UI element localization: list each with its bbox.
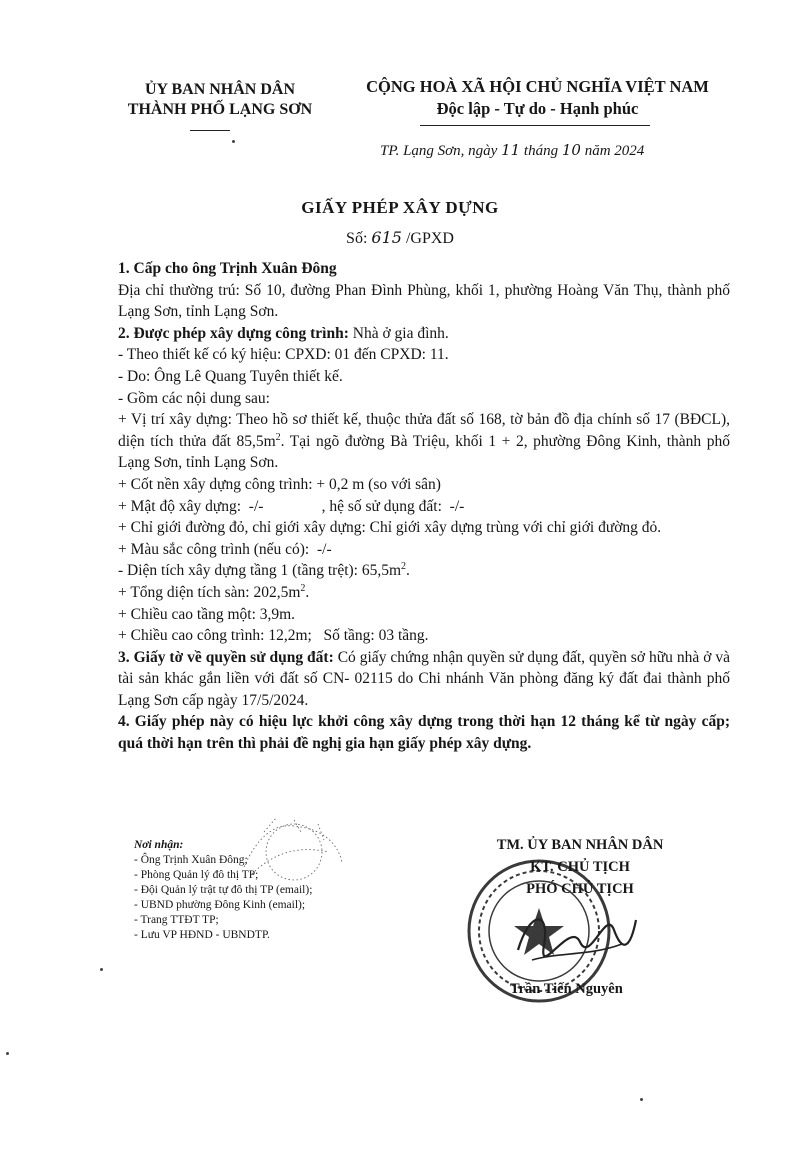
date-year: năm 2024 bbox=[584, 143, 645, 159]
location-text: + Vị trí xây dựng: Theo hồ sơ thiết kế, thuộc thửa đất số 168, tờ bản đồ địa chính số 17 (BĐCL), diện tích thửa đất 85,5m bbox=[118, 411, 730, 450]
design-code: - Theo thiết kế có ký hiệu: CPXD: 01 đến CPXD: 11. bbox=[118, 346, 449, 364]
authority-line-2: THÀNH PHỐ LẠNG SƠN bbox=[127, 101, 313, 118]
section-1-heading: 1. Cấp cho ông Trịnh Xuân Đông bbox=[118, 260, 337, 277]
section-2-heading: 2. Được phép xây dựng công trình: bbox=[118, 324, 349, 342]
recipient-item: - Lưu VP HĐND - UBNDTP. bbox=[134, 929, 270, 941]
designer: - Do: Ông Lê Quang Tuyên thiết kế. bbox=[118, 367, 343, 385]
permit-number bbox=[0, 228, 800, 248]
density-value: -/- bbox=[248, 497, 264, 515]
section-3-value: Có giấy chứng nhận quyền sử dụng đất, quyền sở hữu nhà ở và tài sản khác gắn liền với đất số CN- 02115 do Chi nhánh Văn phòng đăng ký đất đai thành phố Lạng Sơn cấp ngày 17/5/2024. bbox=[118, 648, 730, 709]
foundation-level: + Cốt nền xây dựng công trình: + 0,2 m (so với sân) bbox=[118, 475, 441, 493]
issuing-authority bbox=[115, 80, 325, 120]
floor-count: Số tầng: 03 tầng. bbox=[323, 627, 429, 645]
includes-label: - Gồm các nội dung sau: bbox=[118, 389, 270, 407]
recipient-item: - Trang TTĐT TP; bbox=[134, 914, 219, 926]
document-title: GIẤY PHÉP XÂY DỰNG bbox=[301, 198, 499, 217]
color-label: + Màu sắc công trình (nếu có): bbox=[118, 540, 310, 558]
section-3-heading: 3. Giấy tờ về quyền sử dụng đất: bbox=[118, 648, 334, 666]
issue-date bbox=[380, 141, 644, 160]
location-tail: . Tại ngõ đường Bà Triệu, khối 1 + 2, phường Đông Kinh, thành phố Lạng Sơn, tỉnh Lạng Sơn. bbox=[118, 432, 730, 472]
density-label: + Mật độ xây dựng: bbox=[118, 497, 242, 515]
motto: Độc lập - Tự do - Hạnh phúc bbox=[436, 99, 639, 118]
owner-address: Địa chỉ thường trú: Số 10, đường Phan Đình Phùng, khối 1, phường Hoàng Văn Thụ, thành phố Lạng Sơn, tỉnh Lạng Sơn. bbox=[118, 281, 730, 321]
recipient-item: - UBND phường Đông Kinh (email); bbox=[134, 899, 306, 911]
permit-body bbox=[118, 258, 730, 755]
scan-speck bbox=[232, 140, 235, 143]
country-name: CỘNG HOÀ XÃ HỘI CHỦ NGHĨA VIỆT NAM bbox=[366, 77, 709, 96]
date-month-label: tháng bbox=[523, 143, 559, 159]
floor1-area: - Diện tích xây dựng tầng 1 (tầng trệt): $65,5m^2$. bbox=[118, 561, 410, 580]
total-floor-area: + Tổng diện tích sàn: $202,5m^2$. bbox=[118, 582, 310, 601]
authority-line-1: ỦY BAN NHÂN DÂN bbox=[144, 81, 296, 98]
recipients-block bbox=[134, 838, 384, 943]
building-height: + Chiều cao công trình: 12,2m; bbox=[118, 627, 312, 645]
location: + Vị trí xây dựng: Theo hồ sơ thiết kế, thuộc thửa đất số 168, tờ bản đồ địa chính số 17 (BĐCL), diện tích thửa đất $85,5m^2$. Tại ngõ đường Bà Triệu, khối 1 + 2, phường Đông Kinh, thành phố Lạng Sơn, tỉnh Lạng Sơn. bbox=[118, 411, 730, 472]
density-line bbox=[118, 496, 730, 518]
floor1-area-text: - Diện tích xây dựng tầng 1 (tầng trệt): 65,5m bbox=[118, 562, 402, 580]
number-value: 615 bbox=[371, 228, 402, 247]
signer-name: Trần Tiến Nguyên bbox=[510, 981, 623, 997]
date-prefix: TP. Lạng Sơn, ngày bbox=[380, 143, 498, 159]
land-use-label: , hệ số sử dụng đất: bbox=[321, 497, 442, 515]
handwritten-signature bbox=[510, 890, 640, 980]
total-area-text: + Tổng diện tích sàn: 202,5m bbox=[118, 583, 301, 601]
color-value: -/- bbox=[317, 540, 332, 558]
scan-speck bbox=[640, 1098, 643, 1101]
section-2-value: Nhà ở gia đình. bbox=[352, 324, 449, 342]
boundary-line: + Chỉ giới đường đỏ, chỉ giới xây dựng: Chỉ giới xây dựng trùng với chỉ giới đường đỏ. bbox=[118, 519, 662, 537]
color-line bbox=[118, 539, 730, 561]
scan-speck bbox=[100, 968, 103, 971]
scan-speck bbox=[6, 1052, 9, 1055]
section-2 bbox=[118, 323, 730, 345]
recipient-item: - Đội Quản lý trật tự đô thị TP (email); bbox=[134, 884, 313, 896]
date-day: 11 bbox=[501, 141, 521, 159]
recipient-item: - Ông Trịnh Xuân Đông; bbox=[134, 854, 248, 866]
national-motto bbox=[355, 76, 720, 120]
recipient-item: - Phòng Quản lý đô thị TP; bbox=[134, 869, 259, 881]
date-month: 10 bbox=[561, 141, 581, 159]
height-line bbox=[118, 625, 730, 647]
section-3 bbox=[118, 647, 730, 712]
sign-line-3: PHÓ CHỦ TỊCH bbox=[526, 881, 634, 897]
number-suffix: /GPXD bbox=[405, 230, 454, 247]
section-4: 4. Giấy phép này có hiệu lực khởi công xây dựng trong thời hạn 12 tháng kể từ ngày cấp; quá thời hạn trên thì phải đề nghị gia hạn giấy phép xây dựng. bbox=[118, 713, 730, 753]
land-use-value: -/- bbox=[449, 497, 465, 515]
recipients-title: Nơi nhận: bbox=[134, 839, 184, 851]
sign-line-2: KT. CHỦ TỊCH bbox=[530, 859, 630, 875]
floor1-height: + Chiều cao tầng một: 3,9m. bbox=[118, 605, 296, 623]
motto-underline bbox=[420, 125, 650, 126]
authority-underline bbox=[190, 130, 230, 131]
sign-line-1: TM. ỦY BAN NHÂN DÂN bbox=[496, 837, 664, 853]
number-label: Số: bbox=[346, 230, 368, 247]
